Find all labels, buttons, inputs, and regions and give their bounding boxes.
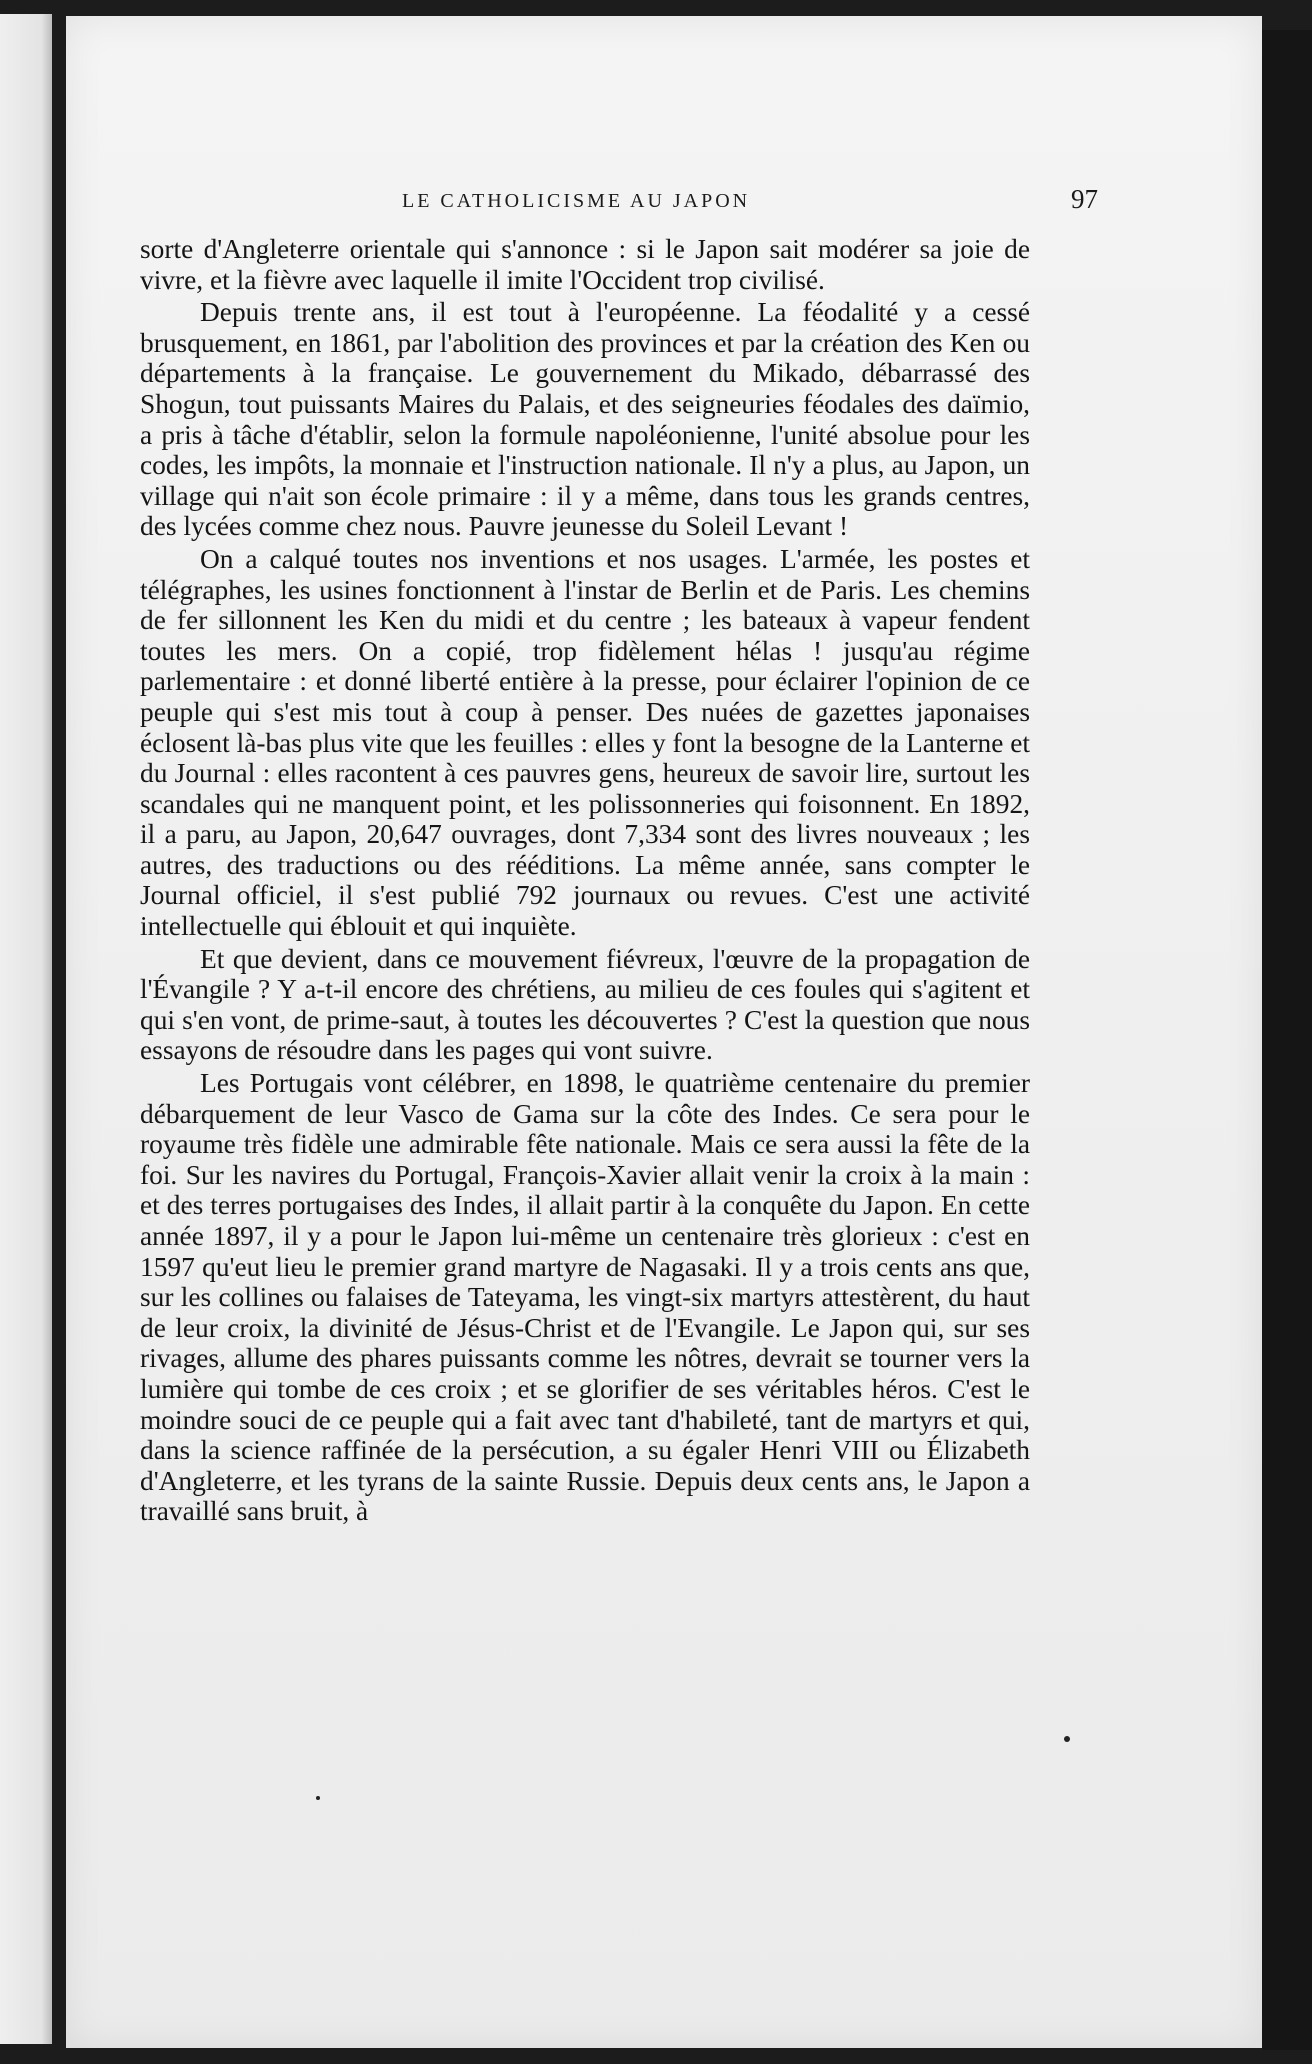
paragraph-3: On a calqué toutes nos inventions et nos usages. L'armée, les postes et télégraphes, les usines fonctionnent à l'instar de Berlin et de Paris. Les chemins de fer sillonnent les Ken du midi et du centre ; les bateaux à vapeur fendent toutes les mers. On a copié, trop fidèlement hélas ! jusqu'au régime parlementaire : et donné liberté entière à la presse, pour éclairer l'opinion de ce peuple qui s'est mis tout à coup à penser. Des nuées de gazettes japonaises éclosent là-bas plus vite que les feuilles : elles y font la besogne de la Lanterne et du Journal : elles racontent à ces pauvres gens, heureux de savoir lire, surtout les scandales qui ne manquent point, et les polissonneries qui foisonnent. En 1892, il a paru, au Japon, 20,647 ouvrages, dont 7,334 sont des livres nouveaux ; les autres, des traductions ou des rééditions. La même année, sans compter le Journal officiel, il s'est publié 792 journaux ou revues. C'est une activité intellectuelle qui éblouit et qui inquiète. — [140, 543, 1030, 942]
paragraph-4: Et que devient, dans ce mouvement fiévreux, l'œuvre de la propagation de l'Évangile ? Y a-t-il encore des chrétiens, au milieu de ces foules qui s'agitent et qui s'en vont, de prime-saut, à toutes les découvertes ? C'est la question que nous essayons de résoudre dans les pages qui vont suivre. — [140, 943, 1030, 1066]
page-header — [66, 172, 1098, 212]
facing-page-edge — [0, 14, 52, 2044]
paragraph-2: Depuis trente ans, il est tout à l'européenne. La féodalité y a cessé brusquement, en 1861, par l'abolition des provinces et par la création des Ken ou départements à la française. Le gouvernement du Mikado, débarrassé des Shogun, tout puissants Maires du Palais, et des seigneuries féodales des daïmio, a pris à tâche d'établir, selon la formule napoléonienne, l'unité absolue pour les codes, les impôts, la monnaie et l'instruction nationale. Il n'y a plus, au Japon, un village qui n'ait son école primaire : il y a même, dans tous les grands centres, des lycées comme chez nous. Pauvre jeunesse du Soleil Levant ! — [140, 297, 1030, 542]
scan-speck — [1064, 1736, 1070, 1742]
body-text — [140, 234, 1030, 1527]
scan-speck — [316, 1796, 320, 1800]
scan-right-margin — [1262, 30, 1312, 2050]
paragraph-5: Les Portugais vont célébrer, en 1898, le quatrième centenaire du premier débarquement de leur Vasco de Gama sur la côte des Indes. Ce sera pour le royaume très fidèle une admirable fête nationale. Mais ce sera aussi la fête de la foi. Sur les navires du Portugal, François-Xavier allait venir la croix à la main : et des terres portugaises des Indes, il allait partir à la conquête du Japon. En cette année 1897, il y a pour le Japon lui-même un centenaire très glorieux : c'est en 1597 qu'eut lieu le premier grand martyre de Nagasaki. Il y a trois cents ans que, sur les collines ou falaises de Tateyama, les vingt-six martyrs attestèrent, du haut de leur croix, la divinité de Jésus-Christ et de l'Evangile. Le Japon qui, sur ses rivages, allume des phares puissants comme les nôtres, devrait se tourner vers la lumière qui tombe de ces croix ; et se glorifier de ses véritables héros. C'est le moindre souci de ce peuple qui a fait avec tant d'habileté, tant de martyrs et qui, dans la science raffinée de la persécution, a su égaler Henri VIII ou Élizabeth d'Angleterre, et les tyrans de la sainte Russie. Depuis deux cents ans, le Japon a travaillé sans bruit, à — [140, 1068, 1030, 1527]
paragraph-1: sorte d'Angleterre orientale qui s'annonce : si le Japon sait modérer sa joie de vivre, et la fièvre avec laquelle il imite l'Occident trop civilisé. — [140, 234, 1030, 295]
running-head: LE CATHOLICISME AU JAPON — [402, 190, 751, 212]
page-number: 97 — [1071, 184, 1098, 214]
